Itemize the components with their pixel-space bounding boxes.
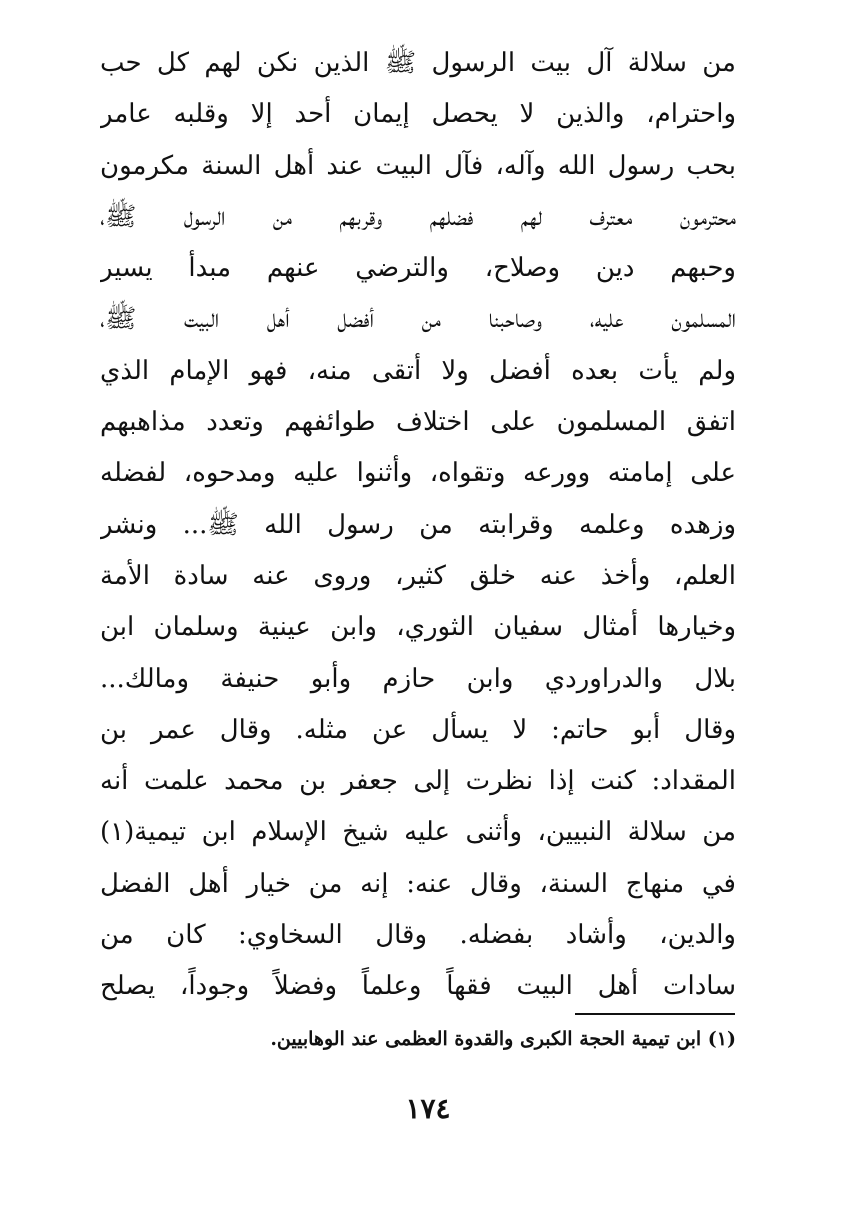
text-line: بحب رسول الله وآله، فآل البيت عند أهل السنة مكرمون bbox=[100, 150, 736, 181]
text-line: في منهاج السنة، وقال عنه: إنه من خيار أهل الفضل bbox=[100, 868, 736, 899]
text-line: ولم يأت بعده أفضل ولا أتقى منه، فهو الإمام الذي bbox=[100, 355, 736, 386]
text-line: محترمون معترف لهم فضلهم وقربهم من الرسول ﷺ، bbox=[100, 201, 736, 232]
text-line: العلم، وأخذ عنه خلق كثير، وروى عنه سادة الأمة bbox=[100, 560, 736, 591]
body-text bbox=[100, 38, 736, 1013]
text-line: المقداد: كنت إذا نظرت إلى جعفر بن محمد علمت أنه bbox=[100, 766, 736, 797]
text-line: سادات أهل البيت فقهاً وعلماً وفضلاً وجوداً، يصلح bbox=[100, 971, 736, 1002]
text-line: من سلالة النبيين، وأثنى عليه شيخ الإسلام ابن تيمية(١) bbox=[100, 817, 736, 848]
text-line: المسلمون عليه، وصاحبنا من أفضل أهل البيت ﷺ، bbox=[100, 304, 736, 335]
text-line: بلال والدراوردي وابن حازم وأبو حنيفة ومالك... bbox=[100, 663, 736, 694]
footnote: (١) ابن تيمية الحجة الكبرى والقدوة العظمى عند الوهابيين. bbox=[270, 1028, 736, 1050]
text-line: وقال أبو حاتم: لا يسأل عن مثله. وقال عمر بن bbox=[100, 714, 736, 745]
text-line: من سلالة آل بيت الرسول ﷺ الذين نكن لهم كل حب bbox=[100, 48, 736, 78]
text-line: على إمامته وورعه وتقواه، وأثنوا عليه ومدحوه، لفضله bbox=[100, 458, 736, 489]
page-number: ١٧٤ bbox=[405, 1092, 451, 1125]
text-line: واحترام، والذين لا يحصل إيمان أحد إلا وقلبه عامر bbox=[100, 99, 736, 130]
text-line: والدين، وأشاد بفضله. وقال السخاوي: كان من bbox=[100, 920, 736, 951]
footnote-divider bbox=[575, 1013, 735, 1015]
text-line: وزهده وعلمه وقرابته من رسول الله ﷺ... ونشر bbox=[100, 509, 736, 540]
text-line: اتفق المسلمون على اختلاف طوائفهم وتعدد مذاهبهم bbox=[100, 407, 736, 438]
text-line: وحبهم دين وصلاح، والترضي عنهم مبدأ يسير bbox=[100, 253, 736, 284]
text-line: وخيارها أمثال سفيان الثوري، وابن عينية وسلمان ابن bbox=[100, 612, 736, 643]
